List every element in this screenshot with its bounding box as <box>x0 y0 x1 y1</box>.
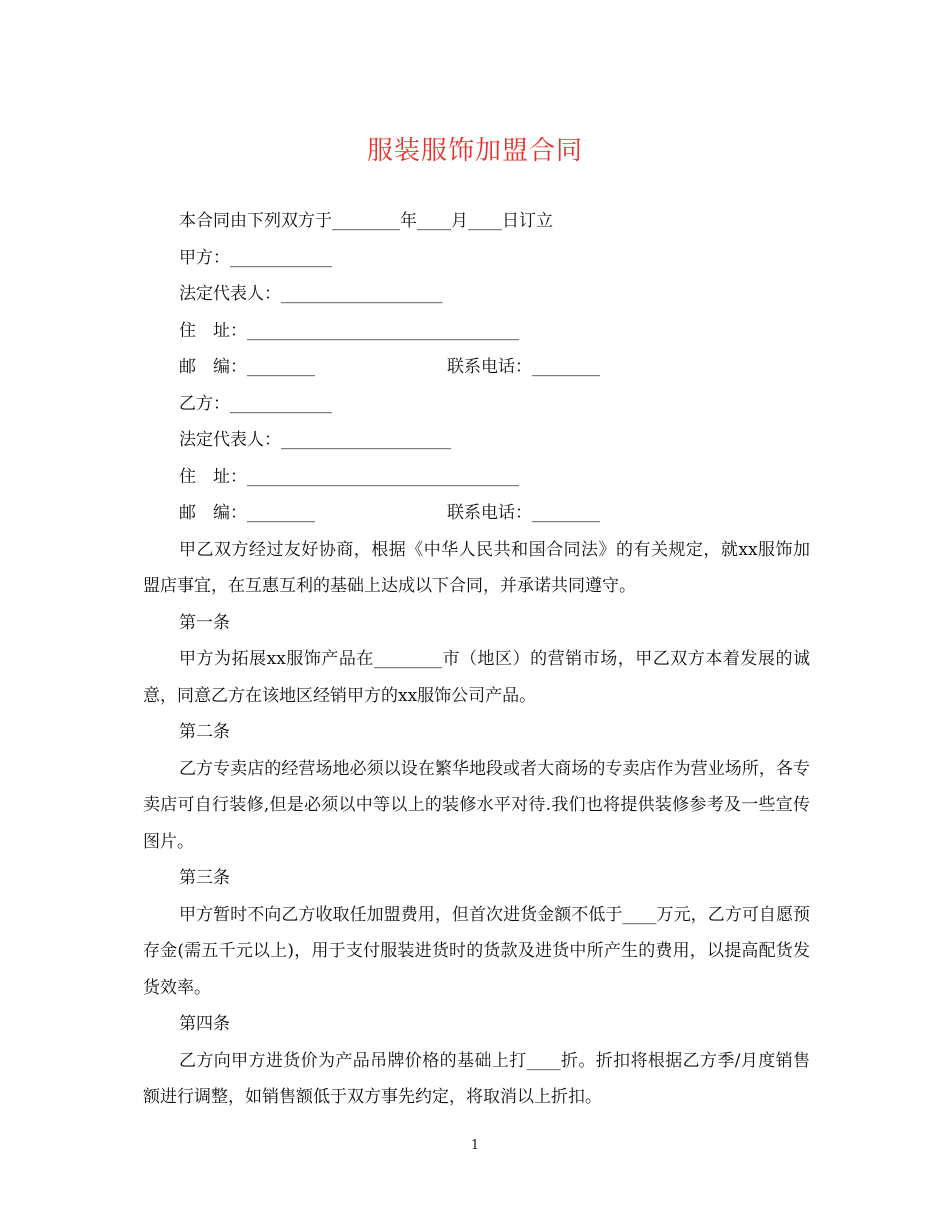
article-2-text: 乙方专卖店的经营场地必须以设在繁华地段或者大商场的专卖店作为营业场所，各专卖店可自行装修,但是必须以中等以上的装修水平对待.我们也将提供装修参考及一些宣传图片。 <box>143 758 810 852</box>
party-b-phone: 联系电话：________ <box>447 503 600 523</box>
article-4-text: 乙方向甲方进货价为产品吊牌价格的基础上打____折。折扣将根据乙方季/月度销售额进行调整，如销售额低于双方事先约定，将取消以上折扣。 <box>143 1050 810 1107</box>
article-3-text: 甲方暂时不向乙方收取任加盟费用，但首次进货金额不低于____万元，乙方可自愿预存金(需五千元以上)，用于支付服装进货时的货款及进货中所产生的费用，以提高配货发货效率。 <box>143 904 810 998</box>
party-b-address: 住 址：________________________________ <box>179 466 519 487</box>
party-b-rep: 法定代表人：____________________ <box>179 430 451 450</box>
article-2-heading: 第二条 <box>179 722 230 742</box>
intro-line: 本合同由下列双方于________年____月____日订立 <box>179 211 553 231</box>
party-a-address: 住 址：________________________________ <box>179 320 519 341</box>
party-a-rep: 法定代表人：___________________ <box>179 284 443 304</box>
party-a-postcode: 邮 编：________ <box>179 357 315 377</box>
article-1-heading: 第一条 <box>179 612 230 633</box>
article-1-text: 甲方为拓展xx服饰产品在________市（地区）的营销市场，甲乙双方本着发展的诚意，同意乙方在该地区经销甲方的xx服饰公司产品。 <box>143 649 810 706</box>
party-b-label: 乙方：____________ <box>179 393 332 414</box>
party-b-contact-row <box>143 495 810 532</box>
party-a-label: 甲方：____________ <box>179 247 332 268</box>
party-b-postcode: 邮 编：________ <box>179 503 315 523</box>
document-title: 服装服饰加盟合同 <box>366 136 583 166</box>
party-a-phone: 联系电话：________ <box>447 357 600 377</box>
party-a-contact-row <box>143 349 810 386</box>
preamble-paragraph: 甲乙双方经过友好协商，根据《中华人民共和国合同法》的有关规定，就xx服饰加盟店事宜，在互惠互利的基础上达成以下合同，并承诺共同遵守。 <box>143 539 810 596</box>
document-body <box>143 203 810 1116</box>
article-3-heading: 第三条 <box>179 868 230 888</box>
article-4-heading: 第四条 <box>179 1014 230 1034</box>
page-number: 1 <box>470 1138 480 1153</box>
